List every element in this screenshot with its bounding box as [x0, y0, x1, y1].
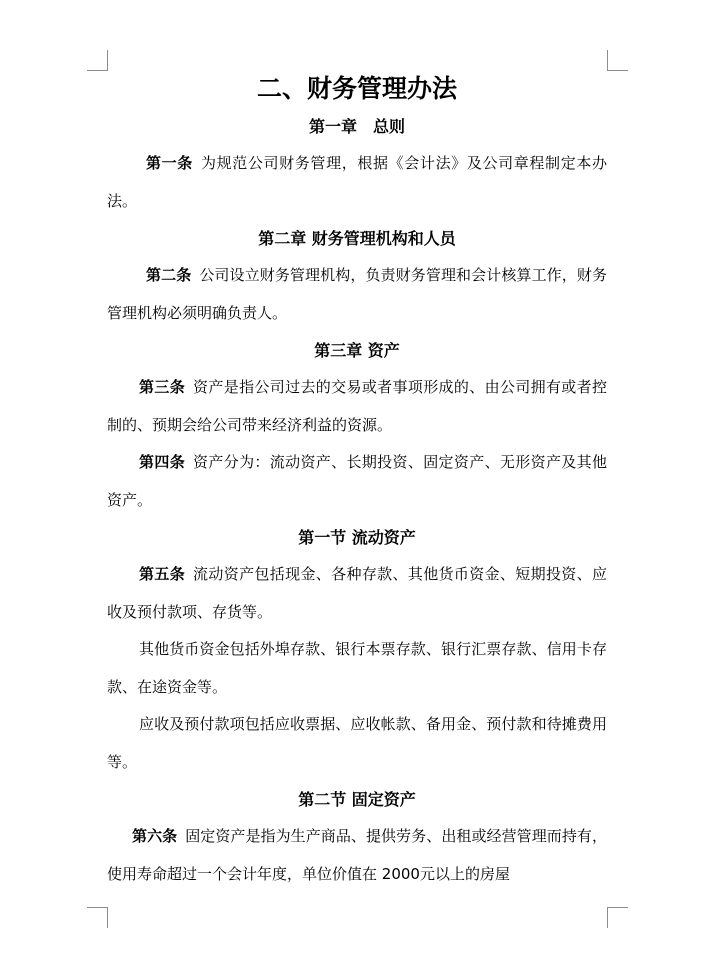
article-2-text: 公司设立财务管理机构，负责财务管理和会计核算工作，财务管理机构必须明确负责人。 [107, 266, 607, 322]
article-5-label: 第五条 [139, 565, 186, 583]
chapter-2-heading: 第二章 财务管理机构和人员 [258, 229, 456, 248]
section-2-heading: 第二节 固定资产 [298, 790, 416, 809]
chapter-1-number: 第一章 [308, 117, 357, 136]
paragraph-receivables: 应收及预付款项包括应收票据、应收帐款、备用金、预付款和待摊费用等。 [107, 715, 607, 771]
section-1-heading: 第一节 流动资产 [298, 528, 416, 547]
article-4-text: 资产分为：流动资产、长期投资、固定资产、无形资产及其他资产。 [107, 453, 607, 509]
article-1-label: 第一条 [146, 154, 193, 172]
article-4 [107, 444, 607, 519]
article-2-label: 第二条 [146, 266, 192, 284]
article-1-text: 为规范公司财务管理，根据《会计法》及公司章程制定本办法。 [107, 154, 607, 210]
crop-mark-top-left [87, 50, 108, 71]
article-2 [107, 257, 607, 332]
chapter-1-heading [107, 108, 607, 145]
article-3-label: 第三条 [139, 378, 186, 396]
article-5-text: 流动资产包括现金、各种存款、其他货币资金、短期投资、应收及预付款项、存货等。 [107, 565, 607, 621]
article-6-label: 第六条 [132, 827, 178, 845]
article-6 [107, 818, 607, 893]
crop-mark-bottom-right [607, 907, 628, 928]
article-3 [107, 369, 607, 444]
article-1 [107, 145, 607, 220]
document-body [107, 70, 607, 893]
crop-mark-top-right [607, 50, 628, 71]
chapter-3-heading: 第三章 资产 [314, 341, 400, 360]
chapter-1-title: 总则 [373, 117, 406, 136]
document-title: 二、财务管理办法 [256, 74, 457, 103]
article-3-text: 资产是指公司过去的交易或者事项形成的、由公司拥有或者控制的、预期会给公司带来经济利益的资源。 [107, 378, 607, 434]
article-4-label: 第四条 [139, 453, 186, 471]
article-6-text: 固定资产是指为生产商品、提供劳务、出租或经营管理而持有，使用寿命超过一个会计年度，单位价值在 2000元以上的房屋 [107, 827, 607, 883]
article-5 [107, 556, 607, 631]
crop-mark-bottom-left [87, 907, 108, 928]
paragraph-other-funds: 其他货币资金包括外埠存款、银行本票存款、银行汇票存款、信用卡存款、在途资金等。 [107, 640, 607, 696]
